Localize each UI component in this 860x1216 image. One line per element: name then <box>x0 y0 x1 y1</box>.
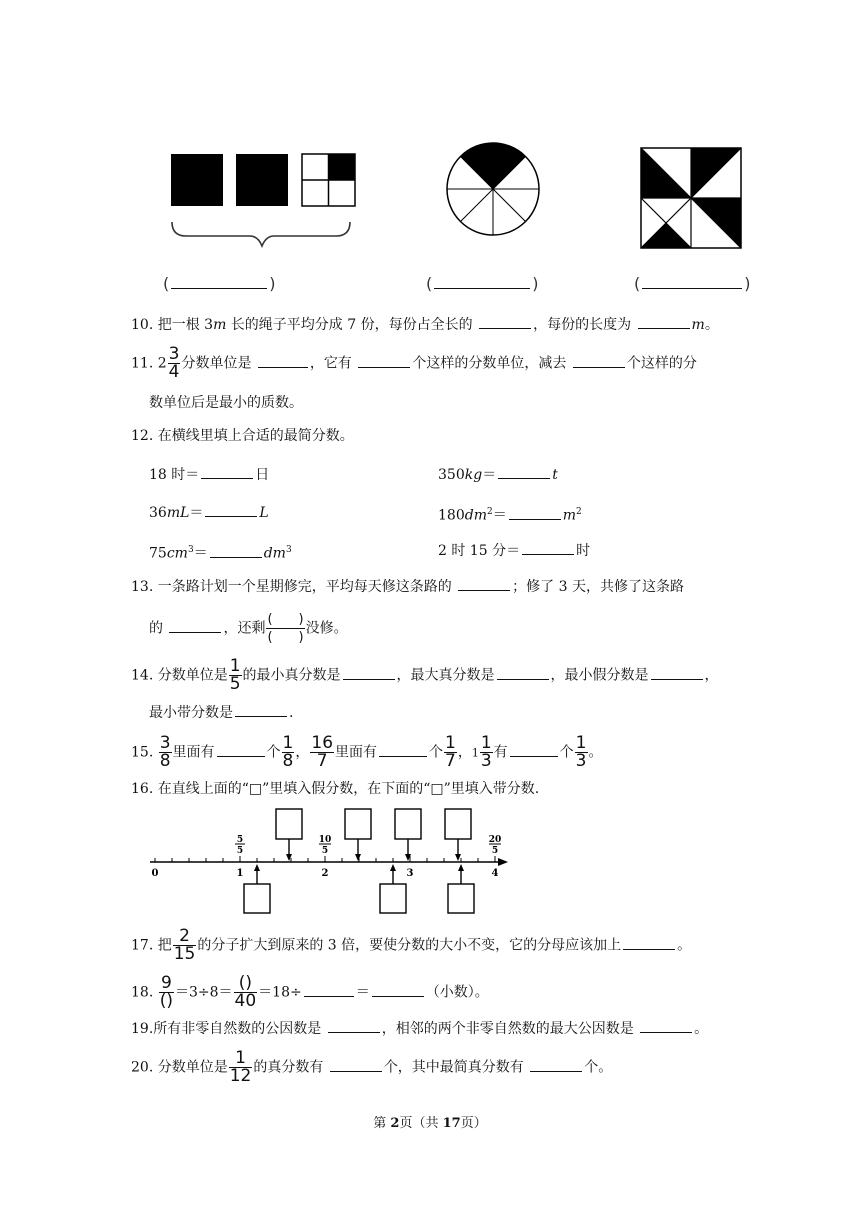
brace <box>172 222 350 246</box>
question-19: 19.所有非零自然数的公因数是 ，相邻的两个非零自然数的最大公因数是 。 <box>131 1018 708 1039</box>
tick-label-3: 3 <box>406 868 414 879</box>
q11-blank-2[interactable] <box>358 353 410 368</box>
q13-blank-1[interactable] <box>458 576 510 591</box>
label-10-over-5 <box>319 835 332 856</box>
question-13-cont: 的 ，还剩 $\frac{( )}{( )}$ 没修。 <box>149 612 348 645</box>
q20-blank-1[interactable] <box>330 1057 382 1072</box>
svg-text:10: 10 <box>318 835 332 845</box>
q11-blank-1[interactable] <box>258 353 308 368</box>
q13-blank-2[interactable] <box>169 618 221 633</box>
q12-item-e: $75cm^3= dm^3$ <box>149 540 292 564</box>
q12-item-f: 2 时 15 分＝ 时 <box>438 540 590 561</box>
q12-item-c: 36mL＝ L <box>149 502 269 523</box>
lower-answer-box-1 <box>244 870 270 913</box>
lower-answer-box-3 <box>448 870 474 913</box>
question-18: 18. $\frac{9}{()}$ ＝3÷8＝ $\frac{()}{40}$ ＝18÷ ＝ （小数）。 <box>131 973 489 1011</box>
svg-text:5: 5 <box>491 846 499 856</box>
q12-blank-f[interactable] <box>522 540 574 555</box>
number-line-figure <box>140 800 520 920</box>
q20-blank-2[interactable] <box>530 1057 582 1072</box>
q18-blank-2[interactable] <box>372 982 424 997</box>
q12-blank-d[interactable] <box>509 505 561 520</box>
q9-figures <box>0 0 860 300</box>
black-square-2 <box>236 154 288 206</box>
svg-text:5: 5 <box>236 835 244 845</box>
black-square-1 <box>171 154 223 206</box>
q9-answer-1[interactable]: ( ) <box>163 274 276 293</box>
q14-blank-3[interactable] <box>651 665 703 680</box>
page-footer: 第 2页（共 17页） <box>373 1116 487 1131</box>
circle-eighths <box>447 143 539 235</box>
upper-answer-box-3 <box>395 809 421 856</box>
q14-blank-1[interactable] <box>343 665 395 680</box>
upper-answer-box-4 <box>445 809 471 856</box>
q12-item-a: 18 时＝ 日 <box>149 464 269 485</box>
q18-fraction-2[interactable]: $\frac{()}{40}$ <box>234 973 257 1011</box>
upper-answer-box-1 <box>276 809 302 856</box>
question-20: 20. 分数单位是 $\frac{1}{12}$ 的真分数有 个，其中最简真分数有 个。 <box>131 1048 613 1086</box>
quarter-shaded-square <box>302 154 355 206</box>
q11-blank-3[interactable] <box>573 353 625 368</box>
label-20-over-5 <box>489 835 502 856</box>
q10-blank-1[interactable] <box>479 314 531 329</box>
question-11: 11. 2 $\frac{3}{4}$ 分数单位是 ，它有 个这样的分数单位，减去 个这样的分 <box>131 344 697 382</box>
upper-answer-box-2 <box>345 809 371 856</box>
tick-label-2: 2 <box>321 868 329 879</box>
question-13: 13. 一条路计划一个星期修完，平均每天修这条路的 ；修了 3 天，共修了这条路 <box>131 576 684 597</box>
label-5-over-5 <box>235 835 245 856</box>
q14-blank-2[interactable] <box>497 665 549 680</box>
q15-blank-3[interactable] <box>510 742 558 757</box>
question-16: 16. 在直线上面的“□”里填入假分数，在下面的“□”里填入带分数. <box>131 781 540 797</box>
q12-blank-b[interactable] <box>498 464 550 479</box>
question-17: 17. 把 $\frac{2}{15}$ 的分子扩大到原来的 3 倍，要使分数的大小不变，它的分母应该加上 。 <box>131 926 692 964</box>
number-line-arrow <box>498 858 508 866</box>
q19-blank-2[interactable] <box>640 1018 692 1033</box>
triangle-square <box>641 148 741 248</box>
tick-label-4: 4 <box>491 868 499 879</box>
question-15: 15. $\frac{3}{8}$ 里面有 个 $\frac{1}{8}$ ， $\frac{16}{7}$ 里面有 个 $\frac{1}{7}$ ，1 $\frac{1}{3}$ 有 个 $\frac{1}{3}$ 。 <box>131 733 603 771</box>
q9-answer-3[interactable]: ( ) <box>634 274 751 293</box>
q12-blank-a[interactable] <box>201 464 253 479</box>
q18-fraction-1[interactable]: $\frac{9}{()}$ <box>159 973 173 1011</box>
minor-ticks <box>155 856 495 862</box>
question-11-cont: 数单位后是最小的质数。 <box>149 395 303 411</box>
q9-answer-2[interactable]: ( ) <box>426 274 539 293</box>
question-14: 14. 分数单位是 $\frac{1}{5}$ 的最小真分数是 ，最大真分数是 ，最小假分数是 ， <box>131 656 719 694</box>
tick-label-0: 0 <box>151 868 159 879</box>
q17-blank[interactable] <box>623 935 675 950</box>
q15-blank-2[interactable] <box>379 742 427 757</box>
q18-blank-1[interactable] <box>304 982 354 997</box>
q15-blank-1[interactable] <box>217 742 265 757</box>
question-10: 10. 把一根 3m 长的绳子平均分成 7 份，每份占全长的 ，每份的长度为 m。 <box>131 314 719 335</box>
question-12: 12. 在横线里填上合适的最简分数。 <box>131 428 354 444</box>
q12-item-b: 350kg＝ t <box>438 464 558 485</box>
q10-blank-2[interactable] <box>638 314 690 329</box>
q14-blank-4[interactable] <box>235 702 287 717</box>
lower-answer-box-2 <box>380 870 406 913</box>
q12-blank-c[interactable] <box>205 502 257 517</box>
q19-blank-1[interactable] <box>328 1018 380 1033</box>
svg-text:5: 5 <box>321 846 329 856</box>
q13-fraction-blank[interactable]: $\frac{( )}{( )}$ <box>267 612 304 645</box>
question-14-cont: 最小带分数是 . <box>149 702 293 723</box>
svg-text:20: 20 <box>488 835 502 845</box>
svg-text:5: 5 <box>236 846 244 856</box>
q12-item-d: $180dm^2= m^2$ <box>438 502 582 526</box>
tick-label-1: 1 <box>236 868 244 879</box>
q12-blank-e[interactable] <box>210 543 262 558</box>
